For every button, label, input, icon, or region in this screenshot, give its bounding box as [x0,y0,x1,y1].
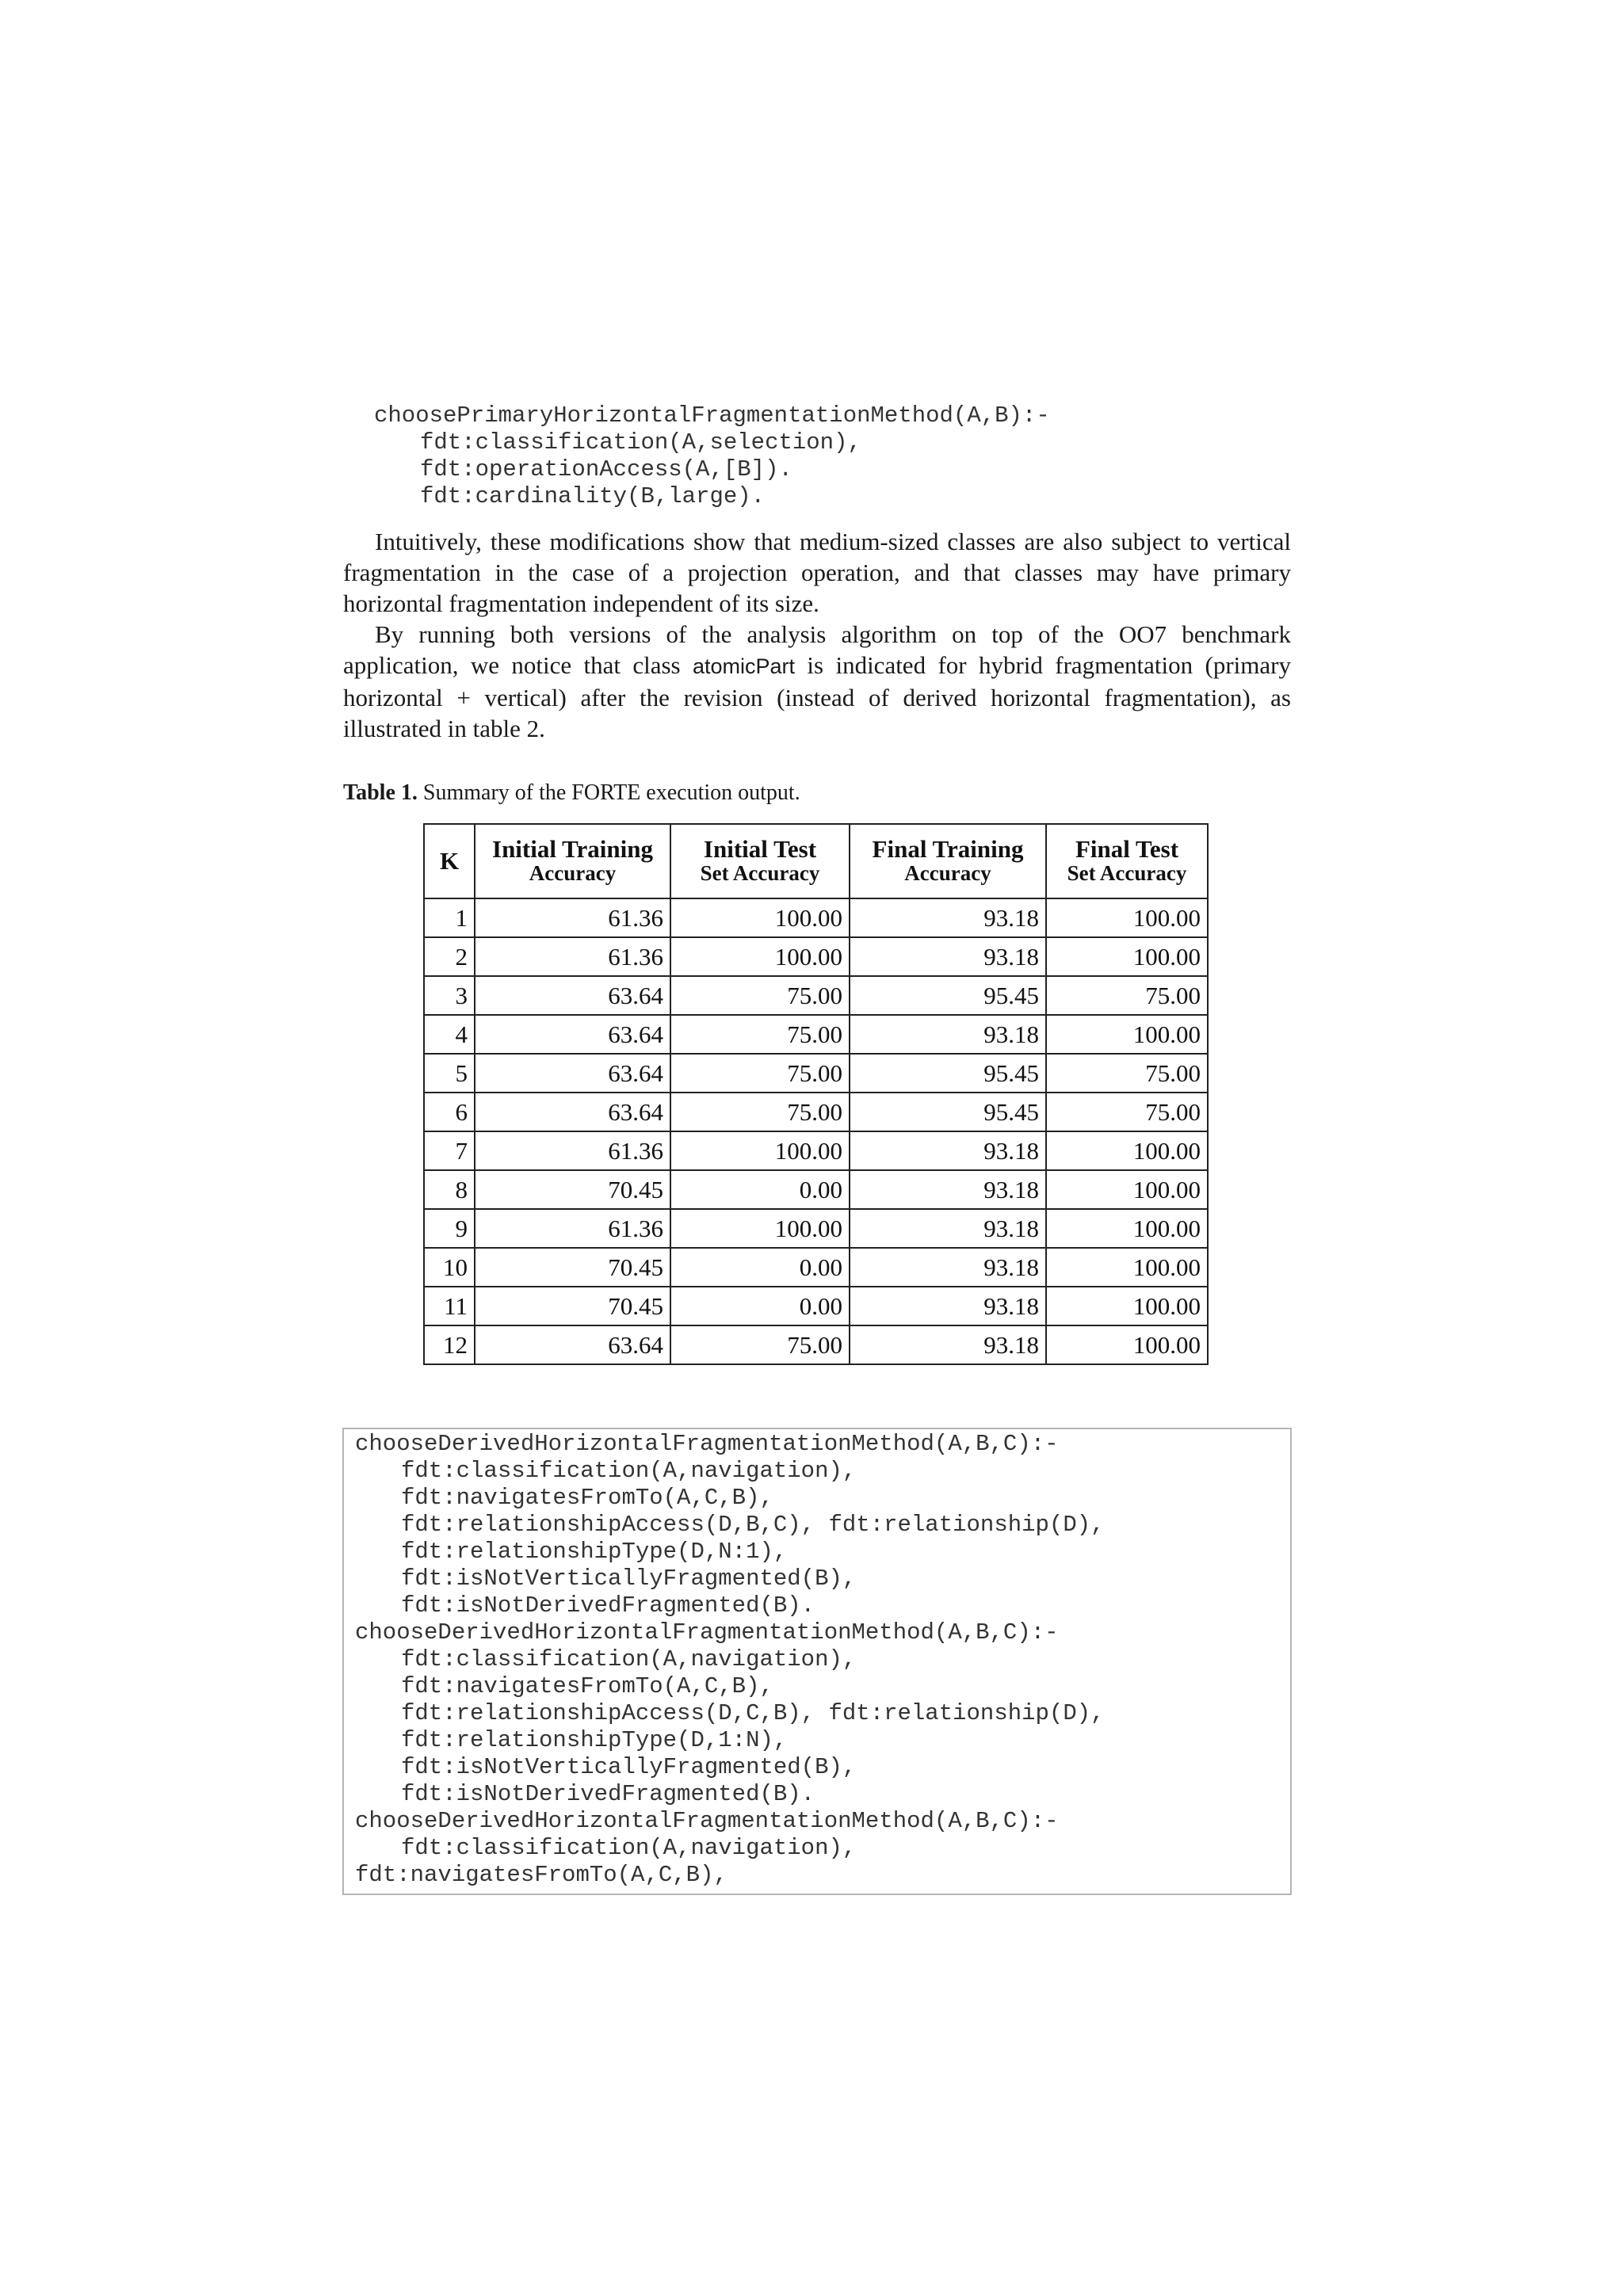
code-line: chooseDerivedHorizontalFragmentationMethod(A,B,C):- [355,1431,1059,1457]
final-training-cell: 93.18 [850,1131,1046,1170]
table-row [424,1287,1208,1325]
table-row [424,1093,1208,1131]
table-row [424,1054,1208,1093]
paragraph-2 [343,619,1291,744]
k-cell: 9 [424,1209,475,1248]
initial-test-cell: 100.00 [670,1131,850,1170]
k-cell: 1 [424,898,475,937]
code-line: fdt:relationshipAccess(D,B,C), fdt:relationship(D), [401,1512,1105,1538]
k-cell: 10 [424,1248,475,1287]
final-training-cell: 93.18 [850,1325,1046,1364]
initial-training-cell: 61.36 [475,898,670,937]
final-test-cell: 100.00 [1046,1170,1208,1209]
k-cell: 7 [424,1131,475,1170]
table-row [424,1209,1208,1248]
final-test-cell: 100.00 [1046,1131,1208,1170]
code-line: fdt:relationshipAccess(D,C,B), fdt:relationship(D), [401,1700,1105,1726]
code-line: chooseDerivedHorizontalFragmentationMethod(A,B,C):- [355,1619,1059,1646]
initial-test-cell: 0.00 [670,1287,850,1325]
header-initial-test-set-accuracy: Initial Test Set Accuracy [670,824,850,898]
initial-training-cell: 61.36 [475,1209,670,1248]
table-caption-text: Summary of the FORTE execution output. [417,780,800,805]
code-line: fdt:cardinality(B,large). [420,483,766,509]
final-test-cell: 75.00 [1046,1054,1208,1093]
table-caption [343,780,800,807]
final-test-cell: 100.00 [1046,1287,1208,1325]
initial-training-cell: 70.45 [475,1248,670,1287]
final-training-cell: 93.18 [850,1170,1046,1209]
table-row [424,898,1208,937]
initial-training-cell: 63.64 [475,976,670,1015]
body-text [343,526,1291,744]
final-test-cell: 100.00 [1046,1325,1208,1364]
results-table [423,823,1209,1365]
k-cell: 12 [424,1325,475,1364]
paragraph-2-after: is indicated for hybrid fragmentation (primary horizontal + vertical) after the revision (instead of derived horizontal fragmentation), as illustrated in table 2. [343,651,1291,742]
header-final-training-accuracy: Final Training Accuracy [850,824,1046,898]
initial-test-cell: 0.00 [670,1248,850,1287]
table-caption-label: Table 1. [343,780,418,805]
table-row [424,937,1208,976]
paragraph-2-before: By running both versions of the analysis algorithm on top of the OO7 benchmark application, we notice that class [343,620,1291,679]
table-row [424,976,1208,1015]
code-line: fdt:isNotVerticallyFragmented(B), [401,1566,857,1592]
initial-test-cell: 75.00 [670,976,850,1015]
initial-test-cell: 75.00 [670,1054,850,1093]
paragraph-1: Intuitively, these modifications show that medium-sized classes are also subject to vertical fragmentation in the case of a projection operation, and that classes may have primary horizontal fragmentation independent of its size. [343,528,1291,617]
code-line: fdt:navigatesFromTo(A,C,B), [355,1862,727,1888]
initial-test-cell: 100.00 [670,1209,850,1248]
header-final-test-set-accuracy: Final Test Set Accuracy [1046,824,1208,898]
final-training-cell: 95.45 [850,1054,1046,1093]
initial-test-cell: 100.00 [670,898,850,937]
code-line: fdt:classification(A,navigation), [401,1646,857,1672]
code-line: fdt:relationshipType(D,1:N), [401,1727,788,1753]
initial-training-cell: 70.45 [475,1287,670,1325]
table-row [424,1131,1208,1170]
initial-training-cell: 61.36 [475,937,670,976]
initial-test-cell: 75.00 [670,1093,850,1131]
code-line: fdt:classification(A,navigation), [401,1835,857,1861]
code-line: fdt:classification(A,navigation), [401,1458,857,1484]
final-test-cell: 100.00 [1046,898,1208,937]
initial-training-cell: 61.36 [475,1131,670,1170]
final-training-cell: 93.18 [850,937,1046,976]
final-training-cell: 93.18 [850,1209,1046,1248]
initial-training-cell: 63.64 [475,1015,670,1054]
final-test-cell: 100.00 [1046,1248,1208,1287]
final-training-cell: 95.45 [850,976,1046,1015]
final-training-cell: 93.18 [850,1015,1046,1054]
code-line: fdt:isNotDerivedFragmented(B). [401,1592,815,1619]
code-line: chooseDerivedHorizontalFragmentationMethod(A,B,C):- [355,1808,1059,1834]
final-training-cell: 93.18 [850,898,1046,937]
initial-test-cell: 75.00 [670,1015,850,1054]
k-cell: 5 [424,1054,475,1093]
table-row [424,1325,1208,1364]
final-test-cell: 100.00 [1046,937,1208,976]
table-row [424,1015,1208,1054]
k-cell: 6 [424,1093,475,1131]
code-line: fdt:operationAccess(A,[B]). [420,456,792,482]
table-header-row [424,824,1208,898]
k-cell: 2 [424,937,475,976]
code-listing-box [342,1428,1292,1895]
initial-test-cell: 0.00 [670,1170,850,1209]
k-cell: 11 [424,1287,475,1325]
initial-test-cell: 100.00 [670,937,850,976]
code-line: fdt:navigatesFromTo(A,C,B), [401,1485,773,1511]
initial-training-cell: 70.45 [475,1170,670,1209]
code-line: fdt:isNotVerticallyFragmented(B), [401,1754,857,1780]
header-initial-training-accuracy: Initial Training Accuracy [475,824,670,898]
k-cell: 4 [424,1015,475,1054]
table-row [424,1170,1208,1209]
code-line: fdt:classification(A,selection), [420,429,861,456]
initial-training-cell: 63.64 [475,1325,670,1364]
final-training-cell: 93.18 [850,1287,1046,1325]
code-line: fdt:relationshipType(D,N:1), [401,1539,788,1565]
initial-test-cell: 75.00 [670,1325,850,1364]
initial-training-cell: 63.64 [475,1093,670,1131]
final-test-cell: 100.00 [1046,1015,1208,1054]
final-training-cell: 95.45 [850,1093,1046,1131]
final-test-cell: 75.00 [1046,976,1208,1015]
initial-training-cell: 63.64 [475,1054,670,1093]
code-line: fdt:isNotDerivedFragmented(B). [401,1781,815,1807]
k-cell: 3 [424,976,475,1015]
code-line: fdt:navigatesFromTo(A,C,B), [401,1673,773,1699]
code-line: choosePrimaryHorizontalFragmentationMethod(A,B):- [374,402,1050,429]
k-cell: 8 [424,1170,475,1209]
final-test-cell: 75.00 [1046,1093,1208,1131]
code-listing-top [374,402,1050,510]
header-k: K [424,824,475,898]
inline-code-atomicpart: atomicPart [692,654,796,678]
table-row [424,1248,1208,1287]
final-test-cell: 100.00 [1046,1209,1208,1248]
table-body [424,898,1208,1364]
final-training-cell: 93.18 [850,1248,1046,1287]
